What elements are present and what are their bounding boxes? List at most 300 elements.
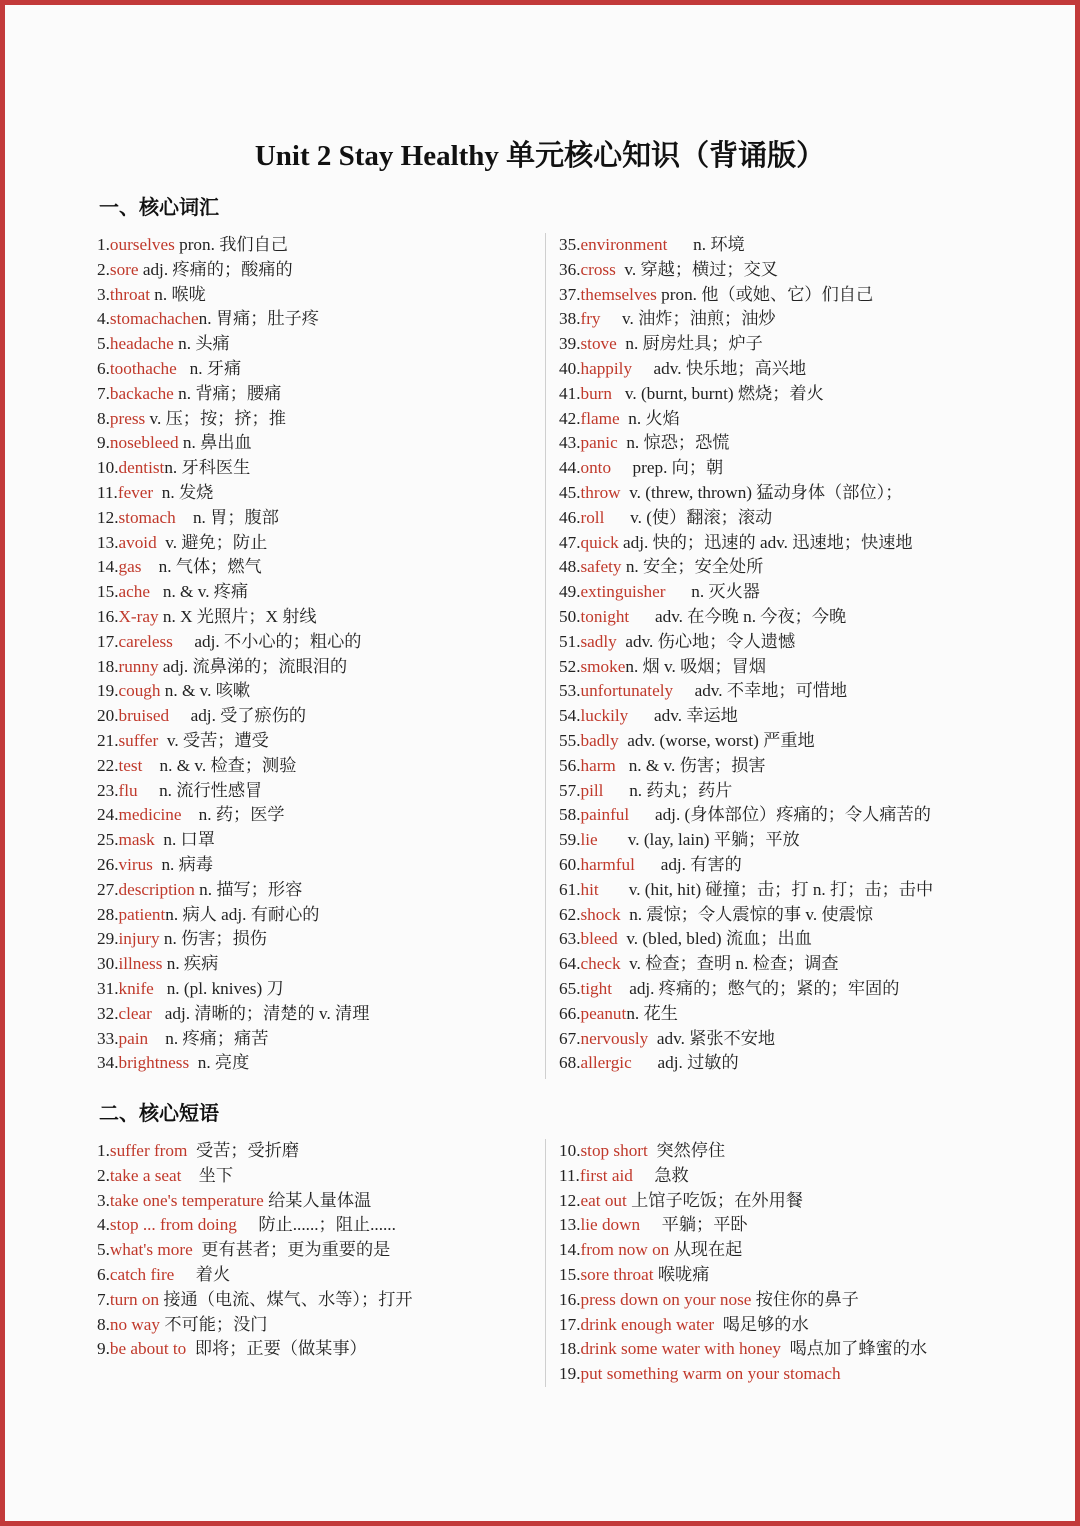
item-definition: n. 鼻出血 [178, 433, 252, 453]
item-definition: n. 烟 v. 吸烟；冒烟 [625, 656, 767, 676]
item-definition: v. 避免；防止 [156, 532, 268, 552]
item-term: panic [580, 433, 618, 453]
vocab-item [97, 828, 369, 853]
item-term: suffer from [109, 1141, 188, 1160]
vocab-item [559, 927, 933, 952]
vocab-item [97, 630, 369, 655]
item-number: 52. [559, 656, 581, 676]
item-number: 53. [559, 681, 581, 701]
item-term: clear [118, 1003, 152, 1023]
item-definition: 上馆子吃饭；在外用餐 [626, 1190, 803, 1210]
item-definition: adj. 疼痛的；憋气的；紧的；牢固的 [612, 978, 900, 998]
item-term: injury [118, 929, 160, 949]
item-definition: n. & v. 检查；测验 [142, 755, 297, 775]
item-definition: n. 发烧 [153, 482, 214, 502]
item-number: 9. [97, 433, 110, 453]
item-number: 5. [97, 334, 110, 354]
item-term: no way [109, 1314, 161, 1334]
item-definition: v. (threw, thrown) 猛动身体（部位）； [620, 482, 903, 502]
item-definition: 突然停住 [647, 1141, 726, 1160]
item-definition: n. 喉咙 [149, 284, 206, 304]
item-number: 19. [97, 681, 119, 701]
item-definition: n. 震惊；令人震惊的事 v. 使震惊 [620, 904, 873, 924]
item-definition: v. (lay, lain) 平躺；平放 [597, 830, 800, 850]
phrase-item [559, 1313, 927, 1338]
phrase-item [559, 1164, 927, 1189]
vocab-item [559, 382, 933, 407]
vocab-item [559, 1051, 933, 1076]
item-number: 13. [97, 532, 119, 552]
item-number: 54. [559, 706, 581, 726]
item-term: suffer [118, 730, 159, 750]
vocab-item [97, 555, 369, 580]
item-definition: 着火 [174, 1264, 231, 1284]
item-definition: 喝点加了蜂蜜的水 [780, 1339, 928, 1359]
item-term: put something warm on your stomach [580, 1364, 841, 1384]
item-number: 47. [559, 532, 581, 552]
vocab-item [97, 679, 369, 704]
item-number: 1. [97, 235, 110, 254]
item-number: 8. [97, 408, 110, 428]
item-term: pill [580, 780, 604, 800]
item-term: patient [118, 904, 166, 924]
item-term: stove [580, 334, 617, 354]
vocab-item [559, 630, 933, 655]
item-term: drink enough water [580, 1314, 715, 1334]
item-definition: adv. 快乐地；高兴地 [632, 358, 807, 378]
item-term: sadly [580, 631, 617, 651]
item-term: from now on [580, 1240, 670, 1260]
item-number: 42. [559, 408, 581, 428]
phrase-item [559, 1213, 927, 1238]
item-number: 66. [559, 1003, 581, 1023]
item-term: hit [580, 879, 599, 899]
phrase-item [97, 1288, 413, 1313]
item-term: shock [580, 904, 621, 924]
item-number: 27. [97, 879, 119, 899]
item-number: 51. [559, 631, 581, 651]
item-definition: n. 惊恐；恐慌 [617, 433, 730, 453]
item-term: gas [118, 557, 142, 577]
item-definition: adv. 不幸地；可惜地 [673, 681, 848, 701]
item-term: happily [580, 358, 633, 378]
item-number: 11. [559, 1165, 580, 1185]
vocab-item [97, 506, 369, 531]
item-number: 31. [97, 978, 119, 998]
item-definition: n. 气体；燃气 [141, 557, 262, 577]
item-number: 67. [559, 1028, 581, 1048]
item-term: careless [118, 631, 173, 651]
item-definition: adj. (身体部位）疼痛的；令人痛苦的 [629, 805, 931, 825]
item-number: 16. [559, 1289, 581, 1309]
item-number: 21. [97, 730, 119, 750]
item-definition: 喝足够的水 [714, 1314, 809, 1334]
vocab-item [97, 977, 369, 1002]
item-term: throat [109, 284, 150, 304]
item-definition: 坐下 [181, 1165, 234, 1185]
vocab-item [97, 407, 369, 432]
item-term: harm [580, 755, 616, 775]
item-number: 65. [559, 978, 581, 998]
item-number: 30. [97, 954, 119, 974]
item-number: 18. [559, 1339, 581, 1359]
item-number: 40. [559, 358, 581, 378]
item-number: 62. [559, 904, 581, 924]
item-definition: 防止......；阻止...... [236, 1215, 396, 1235]
vocab-item [559, 407, 933, 432]
item-number: 36. [559, 259, 581, 279]
item-definition: 接通（电流、煤气、水等）；打开 [159, 1289, 413, 1309]
item-number: 7. [97, 1289, 110, 1309]
item-number: 45. [559, 482, 581, 502]
vocab-item [559, 481, 933, 506]
vocab-item [559, 580, 933, 605]
item-term: flu [118, 780, 138, 800]
item-definition: n. 头痛 [173, 334, 230, 354]
item-term: allergic [580, 1053, 632, 1073]
item-term: backache [109, 383, 174, 403]
item-term: tight [580, 978, 612, 998]
item-term: press down on your nose [580, 1289, 752, 1309]
item-number: 9. [97, 1339, 110, 1359]
item-number: 59. [559, 830, 581, 850]
item-term: nervously [580, 1028, 649, 1048]
vocab-item [559, 903, 933, 928]
vocab-item [97, 580, 369, 605]
item-definition: n. 病人 adj. 有耐心的 [165, 904, 320, 924]
item-definition: v. (burnt, burnt) 燃烧；着火 [612, 383, 824, 403]
item-term: sore [109, 259, 139, 279]
item-term: stop ... from doing [109, 1215, 237, 1235]
item-number: 57. [559, 780, 581, 800]
section-heading-phrases: 二、核心短语 [99, 1101, 219, 1125]
item-term: dentist [118, 458, 165, 478]
vocab-item [559, 704, 933, 729]
phrase-item [559, 1263, 927, 1288]
item-term: luckily [580, 706, 629, 726]
phrase-item [97, 1139, 413, 1164]
item-term: eat out [580, 1190, 627, 1210]
item-definition: pron. 我们自己 [174, 235, 288, 254]
item-number: 60. [559, 854, 581, 874]
item-term: take one's temperature [109, 1190, 264, 1210]
item-definition: prep. 向；朝 [611, 458, 724, 478]
vocab-item [559, 307, 933, 332]
item-number: 15. [559, 1264, 581, 1284]
item-definition: n. 疾病 [162, 954, 219, 974]
item-definition: n. 厨房灶具；炉子 [616, 334, 763, 354]
item-definition: 急救 [632, 1165, 689, 1185]
item-number: 1. [97, 1141, 110, 1160]
item-definition: 给某人量体温 [263, 1190, 372, 1210]
item-definition: adj. 受了瘀伤的 [169, 706, 307, 726]
item-definition: n. 安全；安全处所 [621, 557, 764, 577]
item-number: 44. [559, 458, 581, 478]
vocab-item [559, 779, 933, 804]
vocab-item [559, 853, 933, 878]
vocab-item [559, 357, 933, 382]
item-number: 58. [559, 805, 581, 825]
item-definition: n. 环境 [667, 235, 745, 254]
item-definition: pron. 他（或她、它）们自己 [656, 284, 874, 304]
phrase-item [97, 1263, 413, 1288]
vocab-item [559, 233, 933, 258]
vocab-item [559, 803, 933, 828]
vocab-item [97, 853, 369, 878]
item-term: check [580, 954, 621, 974]
item-term: onto [580, 458, 612, 478]
item-definition: adj. 有害的 [634, 854, 742, 874]
item-definition: n. 背痛；腰痛 [173, 383, 282, 403]
item-number: 33. [97, 1028, 119, 1048]
item-number: 23. [97, 780, 119, 800]
item-definition: 喉咙痛 [653, 1264, 710, 1284]
item-term: ache [118, 582, 150, 602]
item-definition: adj. 清晰的；清楚的 v. 清理 [151, 1003, 370, 1023]
vocab-item [97, 1051, 369, 1076]
vocab-item [97, 382, 369, 407]
page-title: Unit 2 Stay Healthy 单元核心知识（背诵版） [254, 140, 826, 172]
phrase-item [97, 1164, 413, 1189]
item-number: 2. [97, 1165, 110, 1185]
vocab-item [97, 307, 369, 332]
item-term: bruised [118, 706, 170, 726]
item-term: lie down [580, 1215, 641, 1235]
item-term: smoke [580, 656, 626, 676]
item-definition: n. 描写；形容 [194, 879, 303, 899]
vocab-item [559, 679, 933, 704]
vocab-item [97, 878, 369, 903]
item-definition: v. (hit, hit) 碰撞；击；打 n. 打；击；击中 [598, 879, 934, 899]
vocab-item [559, 878, 933, 903]
item-number: 15. [97, 582, 119, 602]
item-number: 29. [97, 929, 119, 949]
item-definition: adj. 过敏的 [631, 1053, 739, 1073]
item-term: cross [580, 259, 616, 279]
item-definition: adv. 幸运地 [628, 706, 738, 726]
item-number: 55. [559, 730, 581, 750]
item-definition: n. & v. 疼痛 [149, 582, 249, 602]
vocab-item [559, 531, 933, 556]
section-heading-vocabulary: 一、核心词汇 [99, 195, 219, 219]
item-definition: v. (使）翻滚；滚动 [604, 507, 773, 527]
item-number: 48. [559, 557, 581, 577]
item-number: 20. [97, 706, 119, 726]
item-definition: adv. 伤心地；令人遗憾 [616, 631, 796, 651]
item-definition: v. (bled, bled) 流血；出血 [617, 929, 812, 949]
item-term: be about to [109, 1339, 187, 1359]
vocab-item [97, 258, 369, 283]
item-number: 8. [97, 1314, 110, 1334]
vocab-item [97, 779, 369, 804]
item-number: 25. [97, 830, 119, 850]
phrase-item [559, 1362, 927, 1387]
item-term: mask [118, 830, 155, 850]
column-divider [545, 1139, 546, 1387]
item-number: 18. [97, 656, 119, 676]
item-term: headache [109, 334, 174, 354]
item-term: toothache [109, 358, 177, 378]
item-number: 3. [97, 284, 110, 304]
item-definition: n. 牙科医生 [164, 458, 251, 478]
column-divider [545, 233, 546, 1079]
item-definition: v. 穿越；横过；交叉 [615, 259, 778, 279]
item-number: 17. [97, 631, 119, 651]
phrase-item [559, 1238, 927, 1263]
vocab-item [97, 803, 369, 828]
vocab-item [97, 655, 369, 680]
phrase-item [559, 1288, 927, 1313]
item-term: extinguisher [580, 582, 666, 602]
item-definition: 更有甚者；更为重要的是 [192, 1240, 391, 1260]
item-term: illness [118, 954, 163, 974]
item-number: 61. [559, 879, 581, 899]
item-number: 26. [97, 854, 119, 874]
item-definition: adj. 快的；迅速的 adv. 迅速地；快速地 [618, 532, 913, 552]
item-definition: adv. 在今晚 n. 今夜；今晚 [629, 606, 847, 626]
item-definition: v. 压；按；挤；推 [145, 408, 286, 428]
vocab-item [97, 952, 369, 977]
vocab-item [97, 531, 369, 556]
item-term: throw [580, 482, 621, 502]
item-term: quick [580, 532, 619, 552]
item-definition: n. (pl. knives) 刀 [153, 978, 284, 998]
item-number: 64. [559, 954, 581, 974]
item-number: 50. [559, 606, 581, 626]
phrase-item [559, 1189, 927, 1214]
item-number: 16. [97, 606, 119, 626]
item-term: roll [580, 507, 605, 527]
item-definition: n. & v. 咳嗽 [160, 681, 251, 701]
vocab-item [559, 952, 933, 977]
vocab-item [559, 729, 933, 754]
item-term: test [118, 755, 143, 775]
item-number: 12. [97, 507, 119, 527]
phrase-list-right [559, 1139, 927, 1387]
item-term: press [109, 408, 146, 428]
item-definition: adj. 流鼻涕的；流眼泪的 [158, 656, 348, 676]
item-term: nosebleed [109, 433, 179, 453]
item-number: 10. [97, 458, 119, 478]
vocab-item [97, 357, 369, 382]
vocab-item [559, 655, 933, 680]
item-term: burn [580, 383, 612, 403]
vocab-item [559, 605, 933, 630]
item-definition: n. 药丸；药片 [603, 780, 733, 800]
item-number: 4. [97, 1215, 110, 1235]
item-definition: n. 花生 [626, 1003, 678, 1023]
item-term: turn on [109, 1289, 160, 1309]
item-number: 11. [97, 482, 118, 502]
item-term: X-ray [118, 606, 159, 626]
item-number: 10. [559, 1141, 581, 1160]
item-term: harmful [580, 854, 635, 874]
item-number: 19. [559, 1364, 581, 1384]
item-definition: 从现在起 [669, 1240, 743, 1260]
item-definition: v. 油炸；油煎；油炒 [600, 309, 776, 329]
item-term: tonight [580, 606, 630, 626]
item-definition: n. 疼痛；痛苦 [148, 1028, 269, 1048]
item-term: knife [118, 978, 154, 998]
item-term: lie [580, 830, 598, 850]
item-term: flame [580, 408, 620, 428]
item-term: stop short [580, 1141, 648, 1160]
phrase-item [559, 1337, 927, 1362]
vocab-item [559, 1027, 933, 1052]
vocab-item [97, 754, 369, 779]
item-term: badly [580, 730, 619, 750]
item-number: 22. [97, 755, 119, 775]
item-term: what's more [109, 1240, 193, 1260]
item-number: 17. [559, 1314, 581, 1334]
item-term: fry [580, 309, 601, 329]
item-term: stomach [118, 507, 176, 527]
item-number: 6. [97, 1264, 110, 1284]
item-term: take a seat [109, 1165, 182, 1185]
item-definition: n. 亮度 [189, 1053, 250, 1073]
item-term: pain [118, 1028, 149, 1048]
item-term: ourselves [109, 235, 175, 254]
vocab-item [97, 456, 369, 481]
vocab-item [559, 258, 933, 283]
vocab-item [559, 456, 933, 481]
item-definition: n. & v. 伤害；损害 [615, 755, 766, 775]
item-definition: n. 灭火器 [665, 582, 760, 602]
item-number: 38. [559, 309, 581, 329]
vocab-item [559, 283, 933, 308]
item-number: 43. [559, 433, 581, 453]
vocab-item [97, 704, 369, 729]
phrase-item [97, 1238, 413, 1263]
item-number: 37. [559, 284, 581, 304]
item-term: fever [117, 482, 154, 502]
item-number: 49. [559, 582, 581, 602]
vocab-item [559, 1002, 933, 1027]
item-term: themselves [580, 284, 657, 304]
item-definition: 平躺；平卧 [640, 1215, 748, 1235]
item-number: 28. [97, 904, 119, 924]
vocab-item [97, 332, 369, 357]
vocab-item [97, 1002, 369, 1027]
vocab-item [559, 977, 933, 1002]
item-term: stomachache [109, 309, 199, 329]
item-definition: v. 受苦；遭受 [158, 730, 269, 750]
vocab-item [559, 431, 933, 456]
vocab-item [97, 927, 369, 952]
vocab-item [559, 506, 933, 531]
phrase-list-left [97, 1139, 413, 1362]
item-term: peanut [580, 1003, 627, 1023]
item-term: painful [580, 805, 630, 825]
vocab-item [97, 903, 369, 928]
item-number: 35. [559, 235, 581, 254]
vocab-item [97, 431, 369, 456]
phrase-item [97, 1189, 413, 1214]
item-definition: n. 牙痛 [176, 358, 242, 378]
item-definition: 按住你的鼻子 [751, 1289, 859, 1309]
vocab-item [97, 729, 369, 754]
vocab-item [559, 555, 933, 580]
item-definition: 即将；正要（做某事） [186, 1339, 367, 1359]
vocab-item [97, 605, 369, 630]
item-number: 13. [559, 1215, 581, 1235]
phrase-item [97, 1337, 413, 1362]
item-term: virus [118, 854, 153, 874]
phrase-item [559, 1139, 927, 1164]
item-term: sore throat [580, 1264, 654, 1284]
vocab-item [97, 481, 369, 506]
phrase-item [97, 1213, 413, 1238]
